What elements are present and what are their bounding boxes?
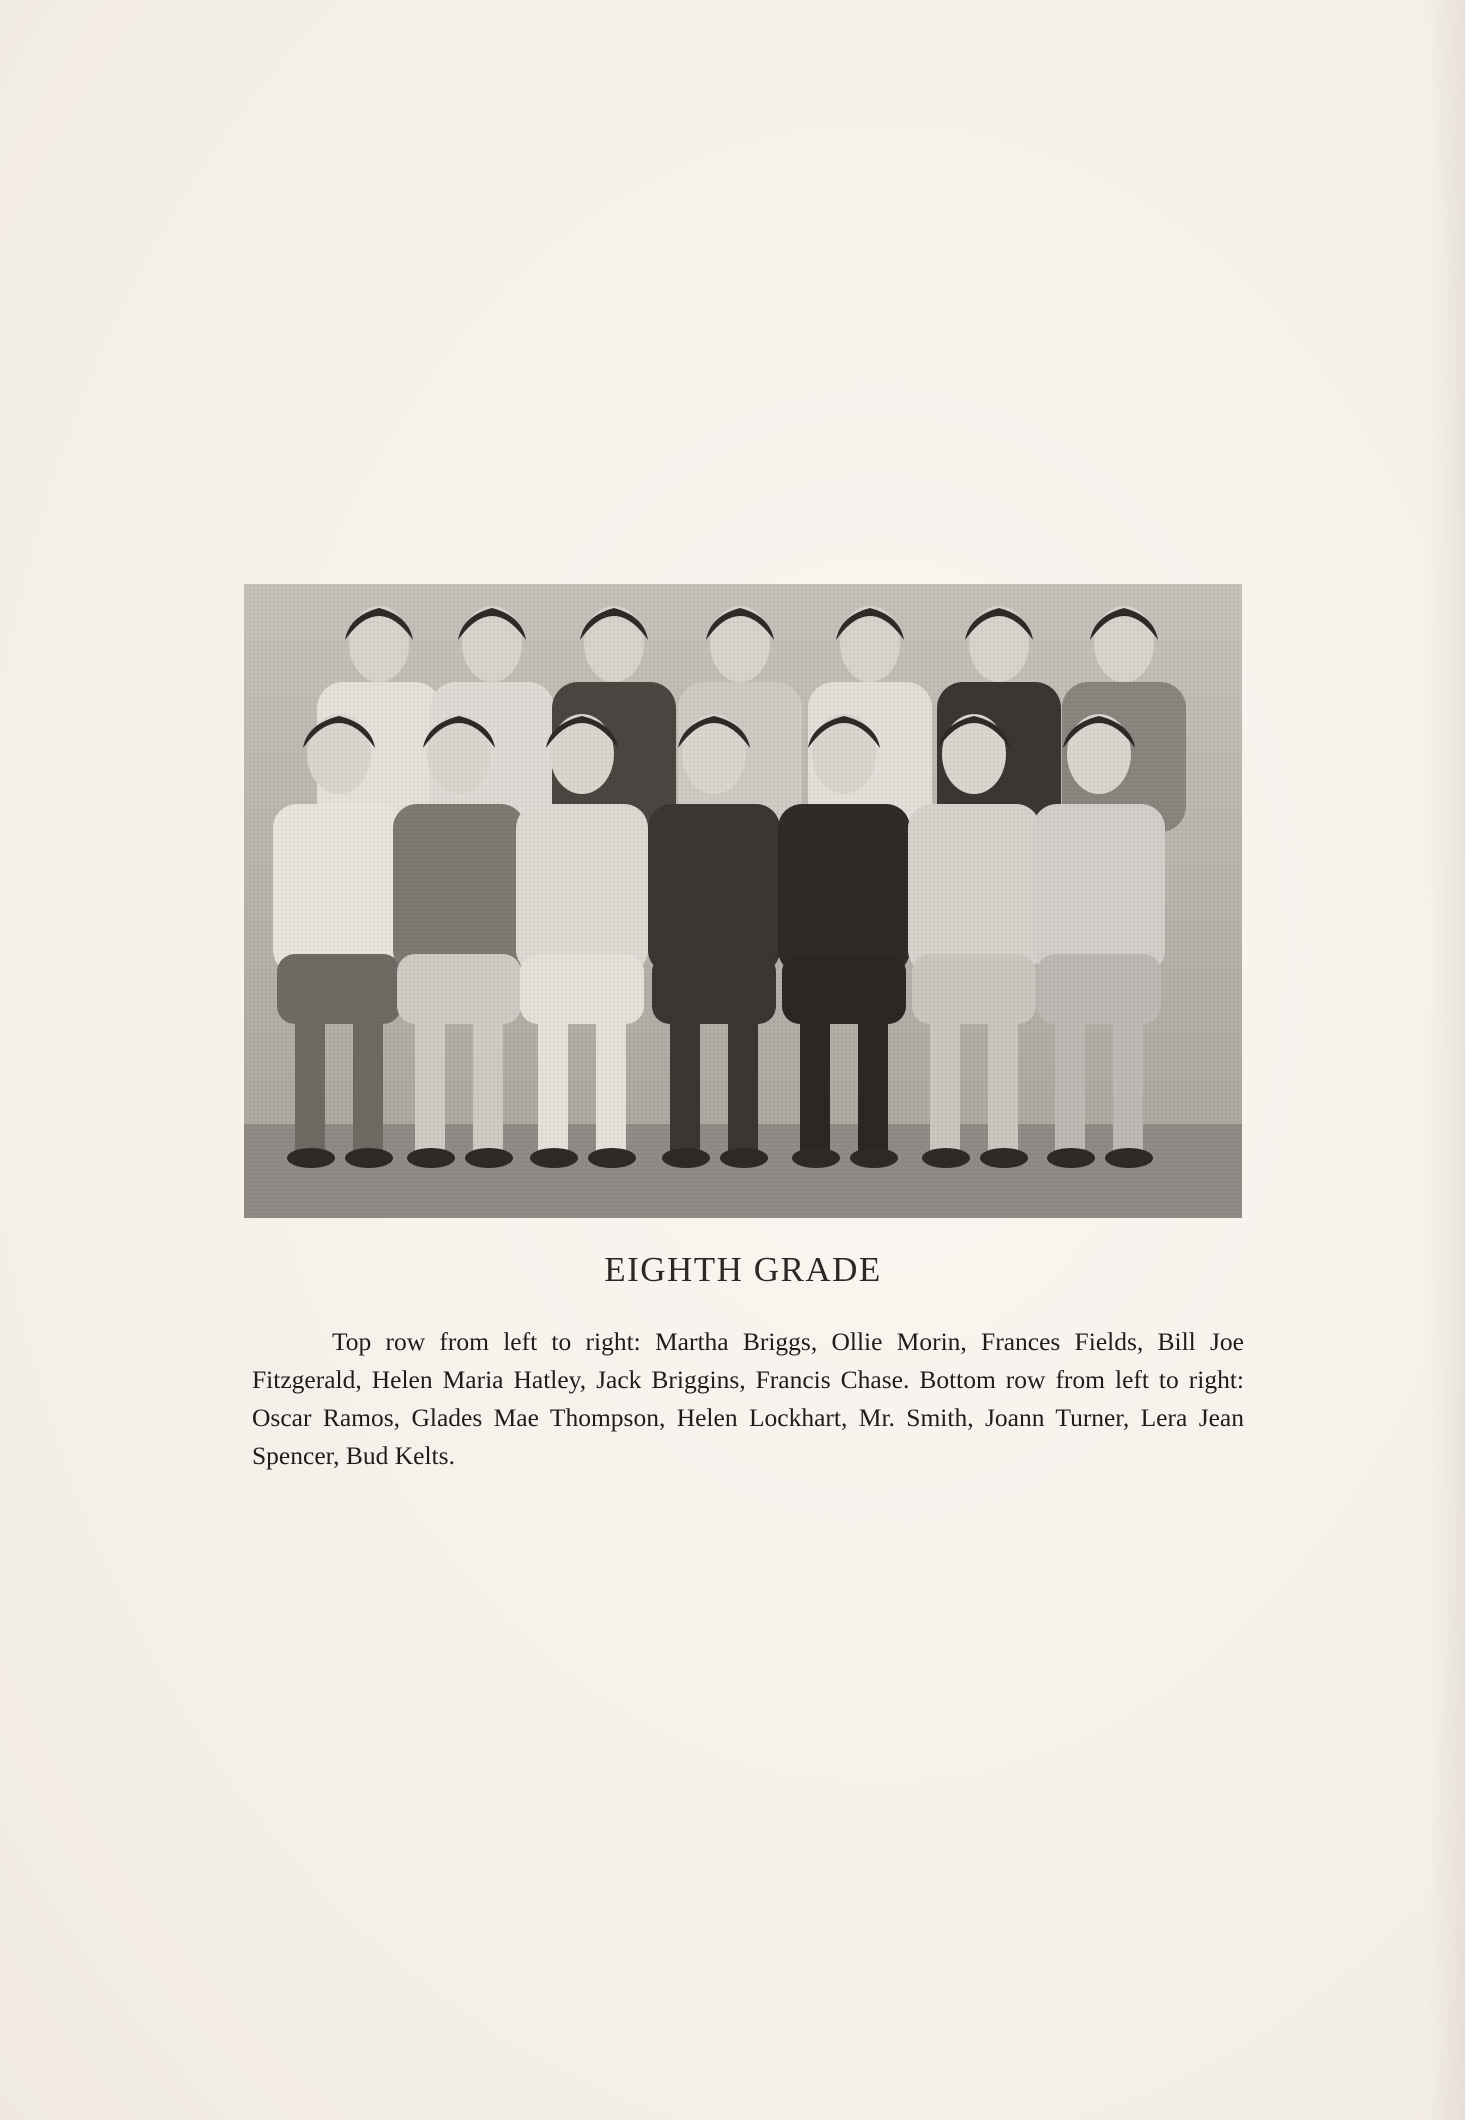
photo-halftone bbox=[244, 584, 1242, 1218]
class-photo bbox=[244, 584, 1242, 1218]
caption-title: EIGHTH GRADE bbox=[604, 1250, 882, 1289]
caption-body: Top row from left to right: Martha Briggs, Ollie Morin, Frances Fields, Bill Joe Fitzgerald, Helen Maria Hatley, Jack Briggins, Francis Chase. Bottom row from left to right: Oscar Ramos, Glades Mae Thompson, Helen Lockhart, Mr. Smith, Joann Turner, Lera Jean Spencer, Bud Kelts. bbox=[252, 1327, 1244, 1470]
class-photo-illustration bbox=[244, 584, 1242, 1218]
page-edge-shadow bbox=[1427, 0, 1465, 2120]
